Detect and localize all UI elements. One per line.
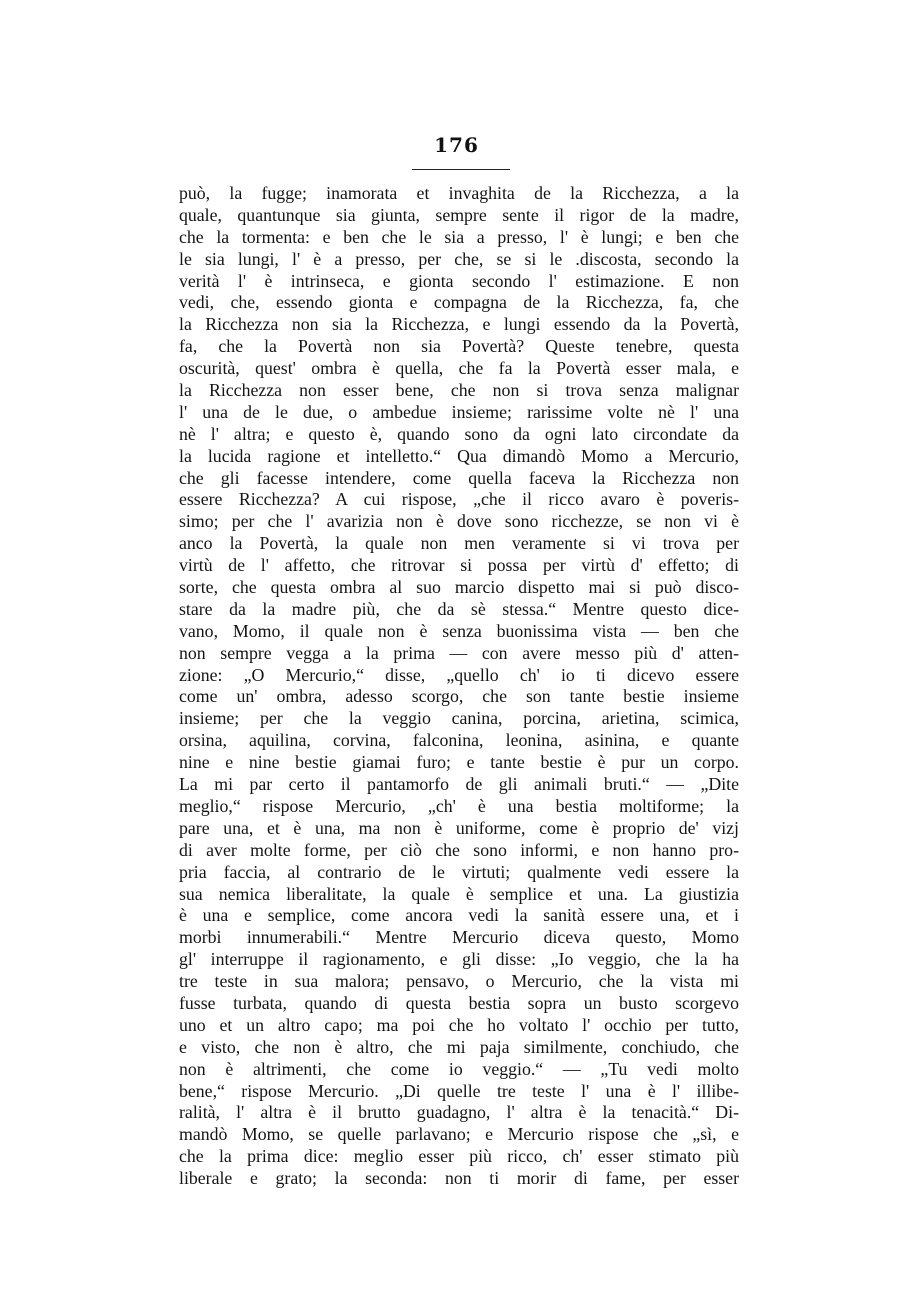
text-line: vano, Momo, il quale non è senza buonissima vista — ben che (179, 620, 739, 641)
text-line: liberale e grato; la seconda: non ti morir di fame, per esser (179, 1168, 739, 1189)
text-line: quale, quantunque sia giunta, sempre sente il rigor de la madre, (179, 204, 739, 225)
text-line: bene,“ rispose Mercurio. „Di quelle tre teste l' una è l' illibe- (179, 1080, 739, 1101)
text-line: morbi innumerabili.“ Mentre Mercurio diceva questo, Momo (179, 927, 739, 948)
text-line: che la tormenta: e ben che le sia a presso, l' è lungi; e ben che (179, 226, 739, 247)
text-line: fa, che la Povertà non sia Povertà? Queste tenebre, questa (179, 336, 739, 357)
text-line: nè l' altra; e questo è, quando sono da ogni lato circondate da (179, 423, 739, 444)
text-line: che la prima dice: meglio esser più ricco, ch' esser stimato più (179, 1146, 739, 1167)
text-line: uno et un altro capo; ma poi che ho voltato l' occhio per tutto, (179, 1014, 739, 1035)
text-line: pria faccia, al contrario de le virtuti; qualmente vedi essere la (179, 861, 739, 882)
text-line: tre teste in sua malora; pensavo, o Mercurio, che la vista mi (179, 971, 739, 992)
text-line: non è altrimenti, che come io veggio.“ — „Tu vedi molto (179, 1058, 739, 1079)
text-line: ralità, l' altra è il brutto guadagno, l' altra è la tenacità.“ Di- (179, 1102, 739, 1123)
text-line: la Ricchezza non esser bene, che non si trova senza malignar (179, 380, 739, 401)
text-line: mandò Momo, se quelle parlavano; e Mercurio rispose che „sì, e (179, 1124, 739, 1145)
header-rule (412, 169, 510, 170)
text-line: La mi par certo il pantamorfo de gli animali bruti.“ — „Dite (179, 774, 739, 795)
text-line: può, la fugge; inamorata et invaghita de la Ricchezza, a la (179, 183, 739, 203)
text-line: fusse turbata, quando di questa bestia sopra un busto scorgevo (179, 992, 739, 1013)
page-number: 176 (434, 133, 479, 157)
text-line: stare da la madre più, che da sè stessa.“ Mentre questo dice- (179, 598, 739, 619)
text-line: sua nemica liberalitate, la quale è semplice et una. La giustizia (179, 883, 739, 904)
text-line: meglio,“ rispose Mercurio, „ch' è una bestia moltiforme; la (179, 795, 739, 816)
text-line: che gli facesse intendere, come quella faceva la Ricchezza non (179, 467, 739, 488)
text-line: anco la Povertà, la quale non men veramente si vi trova per (179, 533, 739, 554)
body-text (179, 183, 739, 1190)
text-line: oscurità, quest' ombra è quella, che fa la Povertà esser mala, e (179, 358, 739, 379)
text-line: la Ricchezza non sia la Ricchezza, e lungi essendo da la Povertà, (179, 314, 739, 335)
text-line: è una e semplice, come ancora vedi la sanità essere una, et i (179, 905, 739, 926)
text-line: e visto, che non è altro, che mi paja similmente, conchiudo, che (179, 1036, 739, 1057)
text-line: nine e nine bestie giamai furo; e tante bestie è pur un corpo. (179, 752, 739, 773)
text-line: gl' interruppe il ragionamento, e gli disse: „Io veggio, che la ha (179, 949, 739, 970)
text-line: come un' ombra, adesso scorgo, che son tante bestie insieme (179, 686, 739, 707)
text-line: la lucida ragione et intelletto.“ Qua dimandò Momo a Mercurio, (179, 445, 739, 466)
text-line: simo; per che l' avarizia non è dove sono ricchezze, se non vi è (179, 511, 739, 532)
text-line: l' una de le due, o ambedue insieme; rarissime volte nè l' una (179, 401, 739, 422)
text-line: zione: „O Mercurio,“ disse, „quello ch' io ti dicevo essere (179, 664, 739, 685)
text-line: insieme; per che la veggio canina, porcina, arietina, scimica, (179, 708, 739, 729)
text-line: vedi, che, essendo gionta e compagna de la Ricchezza, fa, che (179, 292, 739, 313)
text-line: orsina, aquilina, corvina, falconina, leonina, asinina, e quante (179, 730, 739, 751)
text-line: verità l' è intrinseca, e gionta secondo l' estimazione. E non (179, 270, 739, 291)
text-line: non sempre vegga a la prima — con avere messo più d' atten- (179, 642, 739, 663)
text-line: virtù de l' affetto, che ritrovar si possa per virtù d' effetto; di (179, 555, 739, 576)
text-line: essere Ricchezza? A cui rispose, „che il ricco avaro è poveris- (179, 489, 739, 510)
text-line: le sia lungi, l' è a presso, per che, se si le .discosta, secondo la (179, 248, 739, 269)
text-line: di aver molte forme, per ciò che sono informi, e non hanno pro- (179, 839, 739, 860)
text-line: sorte, che questa ombra al suo marcio dispetto mai si può disco- (179, 577, 739, 598)
text-line: pare una, et è una, ma non è uniforme, come è proprio de' vizj (179, 817, 739, 838)
